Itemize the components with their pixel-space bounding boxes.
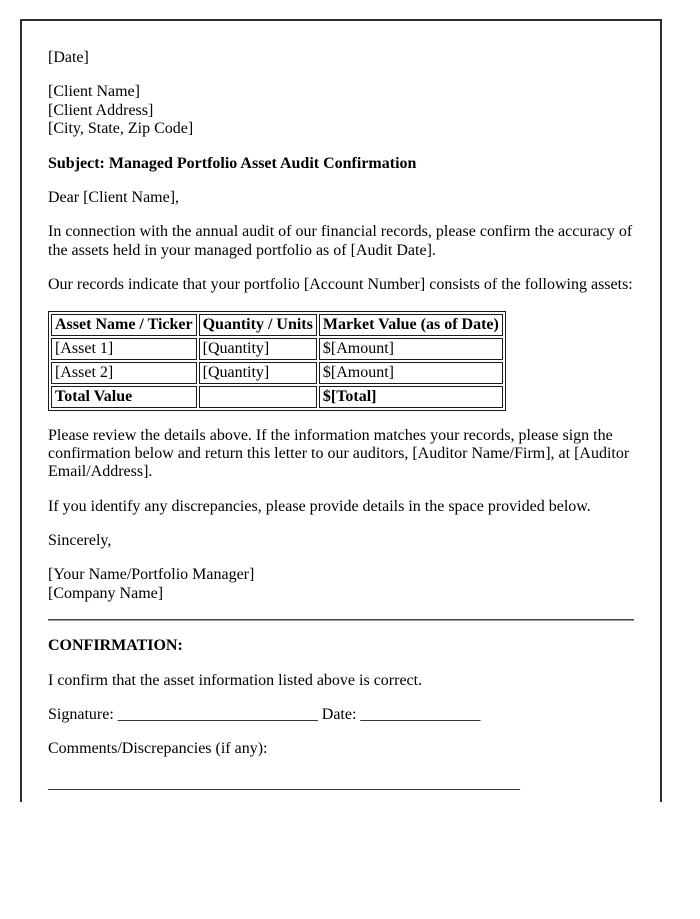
salutation: Dear [Client Name],: [48, 188, 180, 206]
cell-total-quantity-empty: [199, 386, 317, 408]
confirmation-statement: I confirm that the asset information listed above is correct.: [48, 671, 423, 689]
header-asset-name: Asset Name / Ticker: [51, 314, 197, 336]
subject-line: Subject: Managed Portfolio Asset Audit Confirmation: [48, 154, 417, 172]
signature-label: Signature:: [48, 706, 114, 724]
cell-asset-1-name: [Asset 1]: [51, 338, 197, 360]
paragraph-intro: In connection with the annual audit of our financial records, please confirm the accuracy of the assets held in your managed portfolio as of [Audit Date].: [48, 223, 633, 259]
confirmation-heading: CONFIRMATION:: [48, 637, 183, 655]
asset-table: [48, 311, 506, 411]
sender-block: [48, 566, 634, 603]
recipient-name: [Client Name]: [48, 83, 140, 101]
cell-asset-2-name: [Asset 2]: [51, 362, 197, 384]
cell-asset-2-quantity: [Quantity]: [199, 362, 317, 384]
cell-total-label: Total Value: [51, 386, 197, 408]
recipient-address-block: [48, 83, 634, 138]
date-placeholder: [Date]: [48, 49, 89, 66]
paragraph-review: Please review the details above. If the information matches your records, please sign the confirmation below and return this letter to our auditors, [Auditor Name/Firm], at [Auditor Email/Address].: [48, 426, 630, 481]
cell-asset-1-value: $[Amount]: [319, 338, 503, 360]
comments-blank-line: ___________________________________________________________: [48, 774, 520, 792]
table-total-row: [51, 386, 503, 408]
letter-page: [20, 19, 662, 802]
asset-table-header-row: [51, 314, 503, 336]
signature-date-row: [48, 706, 634, 724]
sender-company: [Company Name]: [48, 584, 164, 602]
cell-asset-1-quantity: [Quantity]: [199, 338, 317, 360]
date-label: Date:: [321, 706, 357, 724]
table-row: [51, 338, 503, 360]
sender-name: [Your Name/Portfolio Manager]: [48, 566, 255, 584]
cell-asset-2-value: $[Amount]: [319, 362, 503, 384]
cell-total-value: $[Total]: [319, 386, 503, 408]
header-market-value: Market Value (as of Date): [319, 314, 503, 336]
table-row: [51, 362, 503, 384]
comments-label: Comments/Discrepancies (if any):: [48, 740, 268, 758]
recipient-city-state-zip: [City, State, Zip Code]: [48, 120, 194, 138]
paragraph-discrepancies: If you identify any discrepancies, please provide details in the space provided below.: [48, 497, 591, 515]
recipient-address: [Client Address]: [48, 101, 154, 119]
date-blank-line: _______________: [360, 706, 481, 724]
section-divider: [48, 619, 634, 621]
closing: Sincerely,: [48, 532, 112, 550]
signature-blank-line: _________________________: [117, 706, 318, 724]
paragraph-records: Our records indicate that your portfolio [Account Number] consists of the following assets:: [48, 276, 633, 294]
header-quantity: Quantity / Units: [199, 314, 317, 336]
